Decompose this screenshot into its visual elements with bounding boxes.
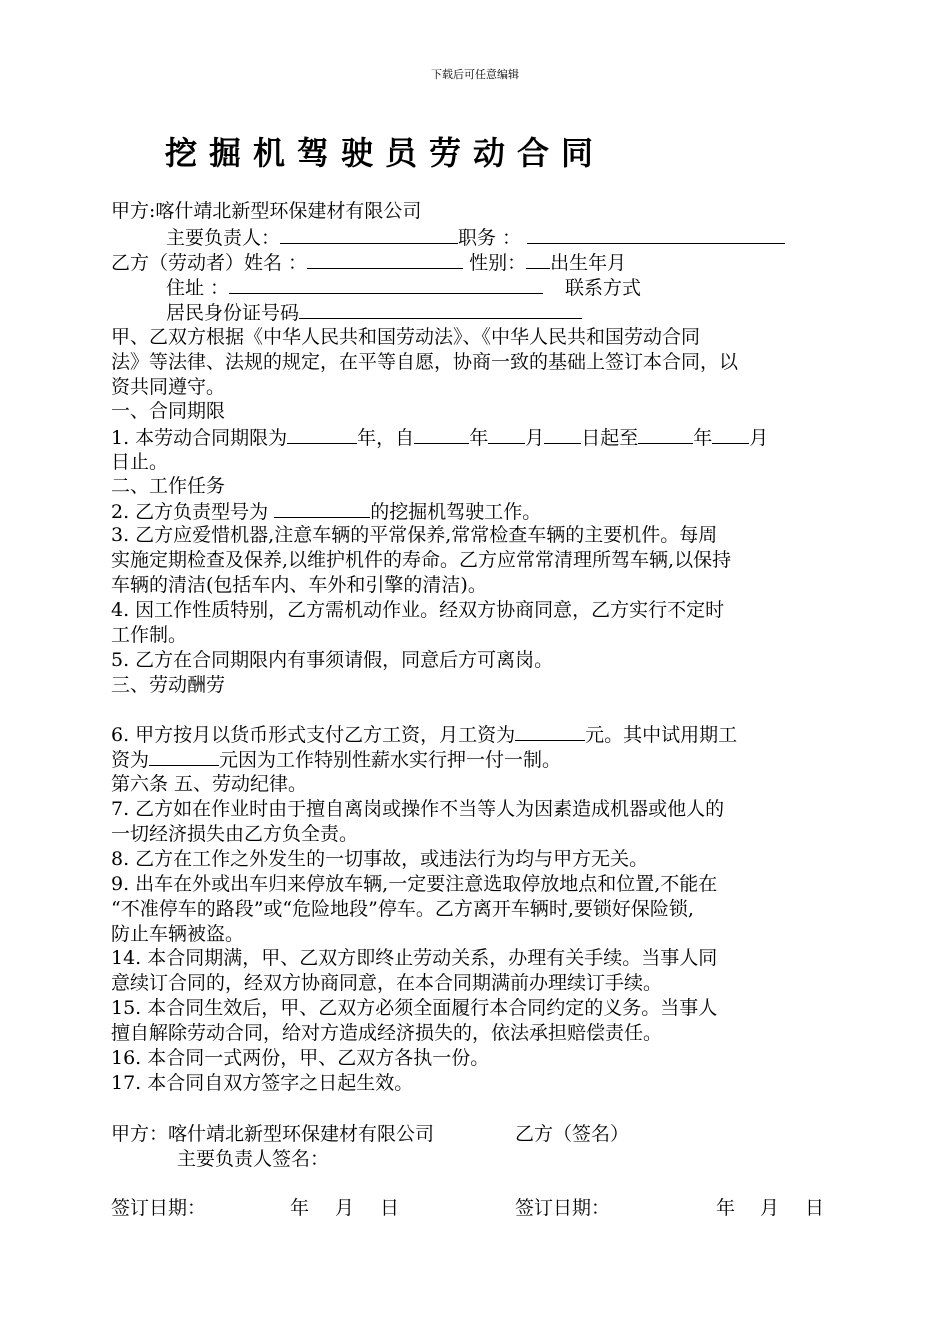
gender-blank [526, 250, 550, 269]
clause-17: 17. 本合同自双方签字之日起生效。 [111, 1072, 414, 1094]
sign-date-a: 签订日期： [111, 1197, 207, 1219]
trial-salary-blank [149, 747, 219, 766]
clause-9: 防止车辆被盗。 [111, 923, 245, 945]
clause-16: 16. 本合同一式两份，甲、乙双方各执一份。 [111, 1047, 490, 1069]
section-heading: 三、劳动酬劳 [111, 674, 226, 696]
sign-date-a-year: 年 [290, 1197, 310, 1219]
clause-9: 9. 出车在外或出车归来停放车辆,一定要注意选取停放地点和位置,不能在 [111, 873, 718, 895]
party-b-line: 乙方（劳动者）姓名 ： 性别： 出生年月 [111, 252, 627, 274]
address-blank [229, 275, 543, 294]
address-line: 住址 ： 联系方式 [166, 277, 642, 299]
clause-3: 车辆的清洁(包括车内、车外和引擎的清洁)。 [111, 574, 487, 596]
clause-7: 一切经济损失由乙方负全责。 [111, 823, 359, 845]
clause-1-cont: 日止。 [111, 451, 169, 473]
page-title: 挖掘机驾驶员劳动合同 [165, 134, 606, 172]
salary-blank [515, 722, 585, 741]
clause-15: 15. 本合同生效后，甲、乙双方必须全面履行本合同约定的义务。当事人 [111, 997, 718, 1019]
sign-date-a-day: 日 [380, 1197, 400, 1219]
section-heading: 一、合同期限 [111, 400, 226, 422]
signature-party-a: 甲方：喀什靖北新型环保建材有限公司 [111, 1123, 435, 1145]
id-line: 居民身份证号码 [166, 300, 582, 326]
sign-date-b-month: 月 [760, 1197, 780, 1219]
sign-date-a-month: 月 [335, 1197, 355, 1219]
id-blank [299, 300, 582, 319]
clause-6: 6. 甲方按月以货币形式支付乙方工资，月工资为 元。其中试用期工 [111, 724, 738, 746]
clause-14: 意续订合同的，经双方协商同意，在本合同期满前办理续订手续。 [111, 972, 663, 994]
clause-3: 实施定期检查及保养,以维护机件的寿命。乙方应常常清理所驾车辆,以保持 [111, 549, 732, 571]
section-heading: 二、工作任务 [111, 475, 226, 497]
clause-9: “不准停车的路段”或“危险地段”停车。乙方离开车辆时,要锁好保险锁, [111, 898, 694, 920]
preamble-line: 资共同遵守。 [111, 376, 226, 398]
clause-8: 8. 乙方在工作之外发生的一切事故，或违法行为均与甲方无关。 [111, 848, 649, 870]
clause-7: 7. 乙方如在作业时由于擅自离岗或操作不当等人为因素造成机器或他人的 [111, 798, 725, 820]
party-a-line: 甲方:喀什靖北新型环保建材有限公司 [111, 200, 422, 222]
preamble-line: 法》等法律、法规的规定，在平等自愿，协商一致的基础上签订本合同，以 [111, 351, 739, 373]
clause-2: 2. 乙方负责型号为 的挖掘机驾驶工作。 [111, 501, 542, 523]
clause-1: 1. 本劳动合同期限为 年，自 年 月 日起至 年 月 [111, 427, 769, 449]
name-blank [307, 250, 463, 269]
principal-line: 主要负责人： 职务 ： [166, 225, 785, 251]
principal-blank [280, 225, 458, 244]
section-heading: 第六条 五、劳动纪律。 [111, 773, 308, 795]
clause-4: 4. 因工作性质特别，乙方需机动作业。经双方协商同意，乙方实行不定时 [111, 599, 725, 621]
sign-date-b-year: 年 [716, 1197, 736, 1219]
principal-signature: 主要负责人签名： [177, 1148, 330, 1170]
signature-party-b: 乙方（签名） [515, 1123, 630, 1145]
sign-date-b: 签订日期： [515, 1197, 611, 1219]
clause-5: 5. 乙方在合同期限内有事须请假，同意后方可离岗。 [111, 649, 554, 671]
model-blank [274, 499, 370, 518]
position-blank [527, 225, 785, 244]
sign-date-b-day: 日 [805, 1197, 825, 1219]
clause-15: 擅自解除劳动合同，给对方造成经济损失的，依法承担赔偿责任。 [111, 1022, 663, 1044]
clause-14: 14. 本合同期满，甲、乙双方即终止劳动关系，办理有关手续。当事人同 [111, 947, 718, 969]
clause-4: 工作制。 [111, 624, 188, 646]
clause-6: 资为 元因为工作特别性薪水实行押一付一制。 [111, 749, 562, 771]
clause-3: 3. 乙方应爱惜机器,注意车辆的平常保养,常常检查车辆的主要机件。每周 [111, 524, 718, 546]
header-note: 下载后可任意编辑 [431, 68, 519, 81]
preamble-line: 甲、乙双方根据《中华人民共和国劳动法》、《中华人民共和国劳动合同 [111, 326, 701, 348]
